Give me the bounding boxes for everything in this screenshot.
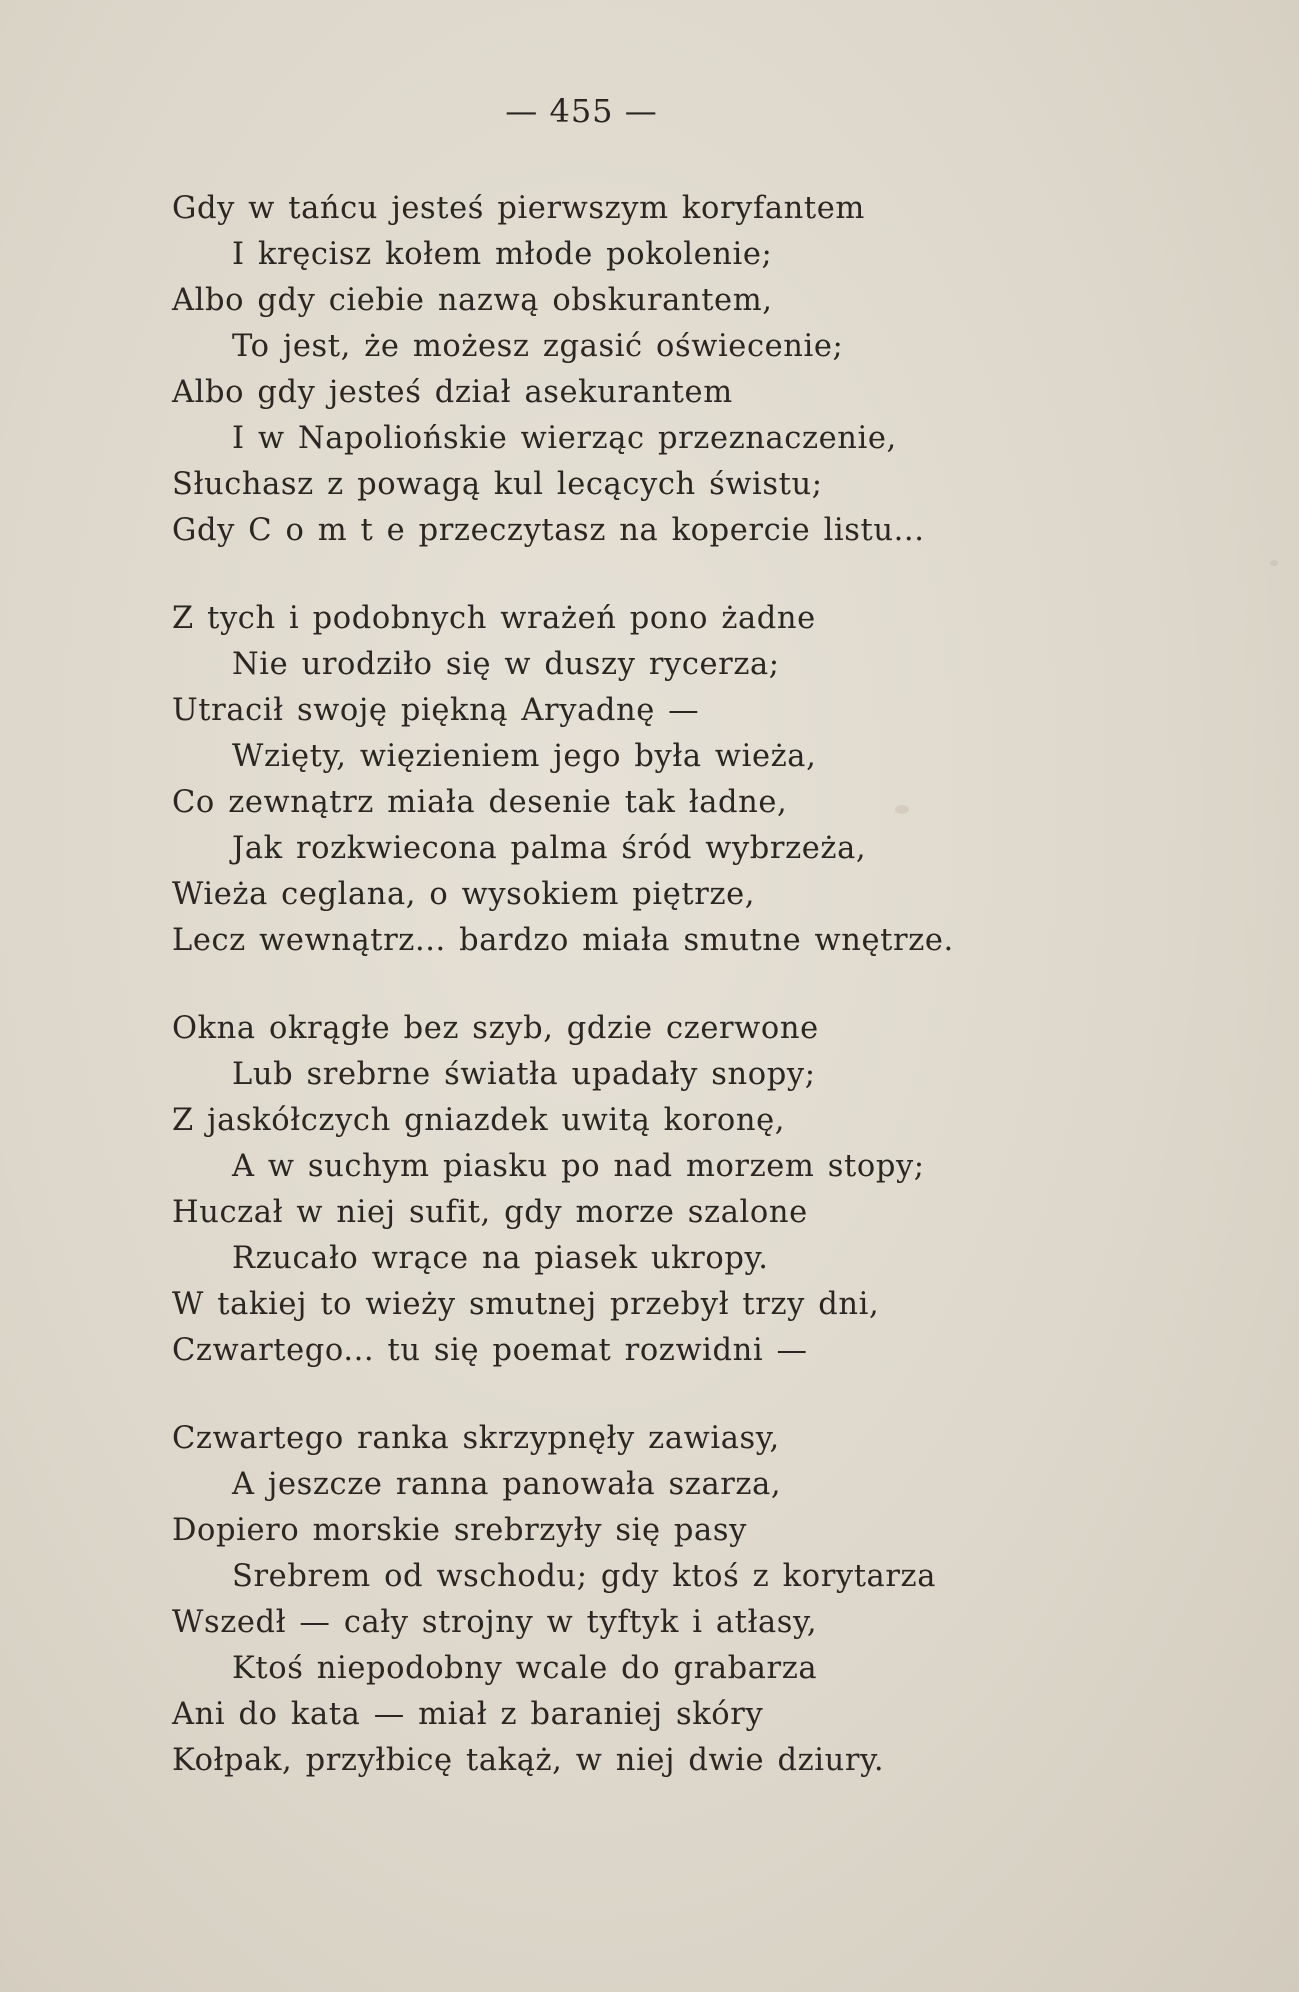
- verse-line: Albo gdy jesteś dział asekurantem: [172, 375, 733, 410]
- verse-line: Gdy w tańcu jesteś pierwszym koryfantem: [172, 191, 865, 226]
- verse-line: Z jaskółczych gniazdek uwitą koronę,: [172, 1103, 786, 1138]
- stanza: [172, 1416, 1232, 1784]
- stanza: [172, 596, 1232, 964]
- verse-line: A jeszcze ranna panowała szarza,: [232, 1467, 782, 1502]
- verse-line: Wszedł — cały strojny w tyftyk i atłasy,: [172, 1605, 818, 1640]
- verse-line: Jak rozkwiecona palma śród wybrzeża,: [232, 831, 867, 866]
- verse-line: Huczał w niej sufit, gdy morze szalone: [172, 1195, 808, 1230]
- verse-line: Rzucało wrące na piasek ukropy.: [232, 1241, 769, 1276]
- verse-line: Ani do kata — miał z baraniej skóry: [172, 1697, 764, 1732]
- verse-line: Okna okrągłe bez szyb, gdzie czerwone: [172, 1011, 819, 1046]
- paper-stain: [895, 805, 909, 814]
- verse-line: I w Napoliońskie wierząc przeznaczenie,: [232, 421, 897, 456]
- stanza: [172, 1006, 1232, 1374]
- verse-line: Co zewnątrz miała desenie tak ładne,: [172, 785, 788, 820]
- stanza: [172, 186, 1232, 554]
- verse-line: Utracił swoję piękną Aryadnę —: [172, 693, 700, 728]
- verse-line: Srebrem od wschodu; gdy ktoś z korytarza: [232, 1559, 936, 1594]
- verse-line: Czwartego... tu się poemat rozwidni —: [172, 1333, 808, 1368]
- verse-line: I kręcisz kołem młode pokolenie;: [232, 237, 773, 272]
- paper-stain: [1270, 560, 1278, 566]
- verse-line: Słuchasz z powagą kul lecących świstu;: [172, 467, 823, 502]
- verse-line: Gdy C o m t e przeczytasz na kopercie listu...: [172, 513, 925, 548]
- verse-line: Albo gdy ciebie nazwą obskurantem,: [172, 283, 773, 318]
- verse-line: Nie urodziło się w duszy rycerza;: [232, 647, 780, 682]
- verse-line: W takiej to wieży smutnej przebył trzy dni,: [172, 1287, 880, 1322]
- poem-body: [172, 186, 1232, 1826]
- verse-line: A w suchym piasku po nad morzem stopy;: [232, 1149, 925, 1184]
- page-number: — 455 —: [505, 92, 658, 130]
- verse-line: Z tych i podobnych wrażeń pono żadne: [172, 601, 816, 636]
- verse-line: Wzięty, więzieniem jego była wieża,: [232, 739, 817, 774]
- verse-line: Ktoś niepodobny wcale do grabarza: [232, 1651, 818, 1686]
- verse-line: Lecz wewnątrz... bardzo miała smutne wnętrze.: [172, 923, 954, 958]
- verse-line: Wieża ceglana, o wysokiem piętrze,: [172, 877, 756, 912]
- verse-line: Kołpak, przyłbicę takąż, w niej dwie dziury.: [172, 1743, 885, 1778]
- verse-line: Dopiero morskie srebrzyły się pasy: [172, 1513, 747, 1548]
- verse-line: Lub srebrne światła upadały snopy;: [232, 1057, 816, 1092]
- verse-line: To jest, że możesz zgasić oświecenie;: [232, 329, 844, 364]
- verse-line: Czwartego ranka skrzypnęły zawiasy,: [172, 1421, 780, 1456]
